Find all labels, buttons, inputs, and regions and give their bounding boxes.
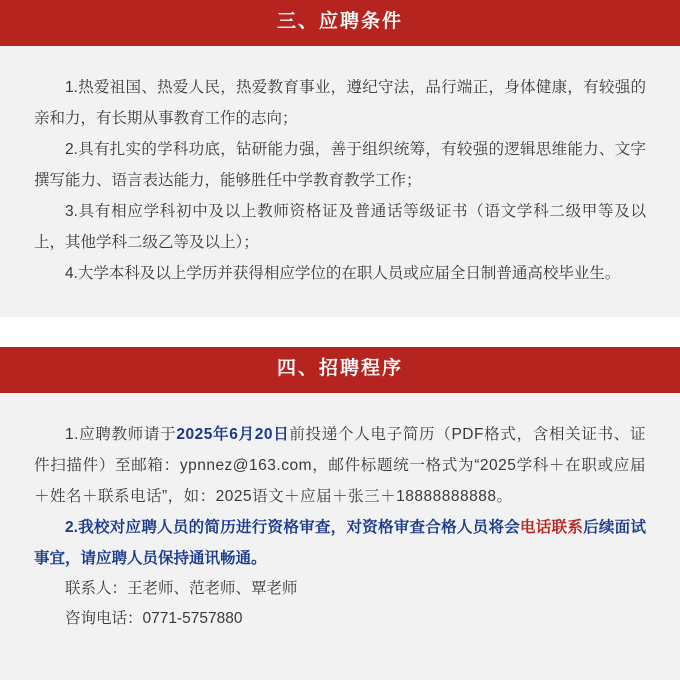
condition-paragraph-1: 1.热爱祖国、热爱人民，热爱教育事业，遵纪守法，品行端正，身体健康，有较强的亲和力，有长期从事教育工作的志向；: [34, 78, 646, 127]
section-procedure-bottom-padding: [0, 662, 680, 680]
section-conditions-title: 三、应聘条件: [0, 0, 680, 46]
section-procedure: [0, 347, 680, 680]
section-procedure-title: 四、招聘程序: [0, 347, 680, 393]
section-divider: [0, 317, 680, 347]
contact-person-line: 联系人：王老师、范老师、覃老师: [65, 579, 298, 597]
condition-paragraph-4: 4.大学本科及以上学历并获得相应学位的在职人员或应届全日制普通高校毕业生。: [65, 264, 621, 282]
procedure-item-1: [34, 419, 646, 512]
procedure-item-2: [34, 512, 646, 574]
procedure-item-2-part1: 2.我校对应聘人员的简历进行资格审查: [65, 518, 331, 536]
procedure-item-2-part2: 对资格审查合格人员将会: [346, 518, 520, 536]
procedure-item-2-comma: ，: [330, 518, 347, 536]
contact-phone-line: 咨询电话：0771-5757880: [65, 609, 243, 627]
procedure-item-2-part3: 后续面试事宜，请应聘人员保持通讯畅通。: [34, 518, 646, 567]
condition-paragraph-3: 3.具有相应学科初中及以上教师资格证及普通话等级证书（语文学科二级甲等及以上，其他学科二级乙等及以上）；: [34, 202, 646, 251]
procedure-item-2-highlight: 电话联系: [520, 518, 584, 536]
section-conditions-body: [0, 46, 680, 317]
condition-paragraph-2: 2.具有扎实的学科功底，钻研能力强，善于组织统筹，有较强的逻辑思维能力、文字撰写能力、语言表达能力，能够胜任中学教育教学工作；: [34, 140, 646, 189]
section-procedure-body: [0, 393, 680, 662]
procedure-item-1-prefix: 1.应聘教师请于: [65, 425, 177, 443]
procedure-deadline-date: 2025年6月20日: [176, 425, 290, 443]
procedure-item-1-rest: 前投递个人电子简历（PDF格式，含相关证书、证件扫描件）至邮箱：ypnnez@163.com，邮件标题统一格式为“2025学科＋在职或应届＋姓名＋联系电话”，如：2025语文＋应届＋张三＋18888888888。: [34, 425, 646, 505]
section-conditions: [0, 0, 680, 317]
